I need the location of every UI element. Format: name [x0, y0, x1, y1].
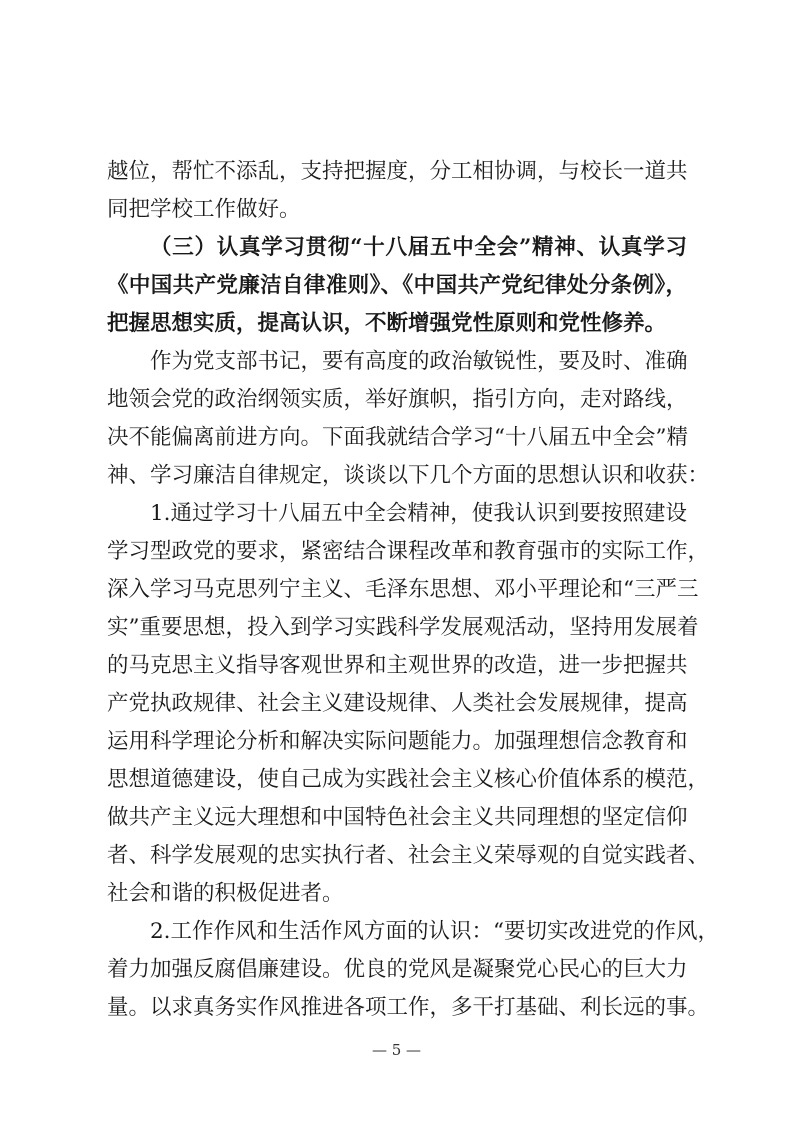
text-line: 2.工作作风和生活作风方面的认识：“要切实改进党的作风， [150, 919, 720, 944]
text-line: 越位，帮忙不添乱，支持把握度，分工相协调，与校长一道共 [107, 159, 688, 184]
text-line: 思想道德建设，使自己成为实践社会主义核心价值体系的模范， [107, 767, 710, 792]
text-line: 着力加强反腐倡廉建设。优良的党风是凝聚党心民心的巨大力 [107, 957, 688, 982]
text-line: 产党执政规律、社会主义建设规律、人类社会发展规律，提高 [107, 691, 688, 716]
text-line: 实”重要思想，投入到学习实践科学发展观活动，坚持用发展着 [107, 615, 699, 640]
text-line: 量。以求真务实作风推进各项工作，多干打基础、利长远的事。 [107, 995, 710, 1020]
text-line: 地领会党的政治纲领实质，举好旗帜，指引方向，走对路线， [107, 387, 688, 412]
section-heading-line: 把握思想实质，提高认识，不断增强党性原则和党性修养。 [107, 311, 667, 336]
text-line: 神、学习廉洁自律规定，谈谈以下几个方面的思想认识和收获： [107, 463, 710, 488]
text-line: 社会和谐的积极促进者。 [107, 881, 344, 906]
text-line: 的马克思主义指导客观世界和主观世界的改造，进一步把握共 [107, 653, 688, 678]
text-line: 作为党支部书记，要有高度的政治敏锐性，要及时、准确 [150, 349, 688, 374]
section-heading-line: 《中国共产党廉洁自律准则》、《中国共产党纪律处分条例》， [107, 273, 687, 298]
text-line: 运用科学理论分析和解决实际问题能力。加强理想信念教育和 [107, 729, 688, 754]
text-line: 1.通过学习十八届五中全会精神，使我认识到要按照建设 [150, 501, 687, 526]
text-line: 做共产主义远大理想和中国特色社会主义共同理想的坚定信仰 [107, 805, 688, 830]
section-heading-line: （三）认真学习贯彻“十八届五中全会”精神、认真学习 [150, 235, 687, 260]
text-line: 决不能偏离前进方向。下面我就结合学习“十八届五中全会”精 [107, 425, 688, 450]
text-line: 者、科学发展观的忠实执行者、社会主义荣辱观的自觉实践者、 [107, 843, 710, 868]
text-line: 深入学习马克思列宁主义、毛泽东思想、邓小平理论和“三严三 [107, 577, 699, 602]
page-number: — 5 — [371, 1041, 422, 1059]
text-line: 同把学校工作做好。 [107, 197, 301, 222]
text-line: 学习型政党的要求，紧密结合课程改革和教育强市的实际工作， [107, 539, 710, 564]
